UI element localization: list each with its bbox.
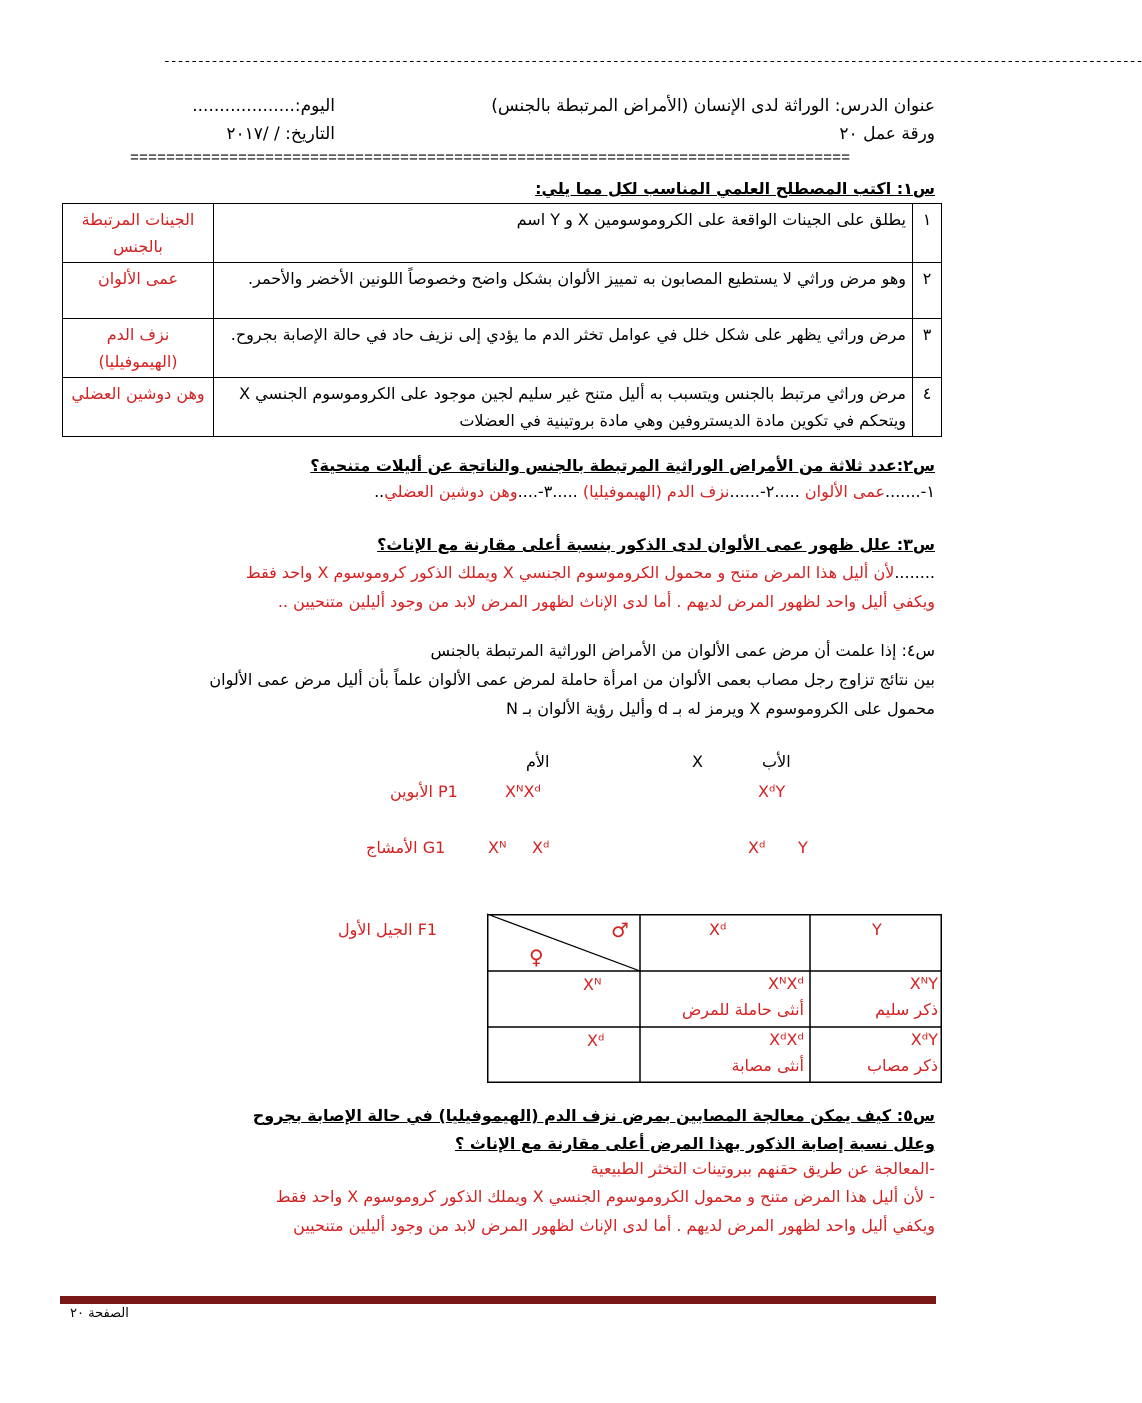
- table-row: [63, 204, 942, 263]
- q2-answer-1: عمى الألوان: [804, 482, 886, 501]
- offspring-phenotype: أنثى مصابة: [731, 1056, 804, 1075]
- top-dashed-line: ------------------------------------------------------------------------------------------------------------------------------------------------: [163, 54, 1142, 69]
- g1-mother-gamete-1: Xᴺ: [488, 838, 507, 857]
- table-row: [63, 319, 942, 378]
- q4-line1: س٤: إذا علمت أن مرض عمى الألوان من الأمراض الوراثية المرتبطة بالجنس: [430, 641, 935, 660]
- row-definition: مرض وراثي مرتبط بالجنس ويتسبب به أليل متنح غير سليم لجين موجود على الكروموسوم الجنسي X ويتحكم في تكوين مادة الديستروفين وهي مادة بروتينية في العضلات: [214, 378, 913, 437]
- row-number: ٣: [913, 319, 942, 378]
- col-header-2: Y: [872, 920, 882, 939]
- q3-answer-line1: [246, 563, 935, 582]
- cross-symbol: X: [692, 752, 703, 771]
- q3-dots: ........: [894, 563, 935, 582]
- q5-title-line2: وعلل نسبة إصابة الذكور بهذا المرض أعلى مقارنة مع الإناث ؟: [455, 1134, 935, 1153]
- offspring-genotype: XᴺXᵈ: [768, 974, 804, 993]
- date-field: التاريخ: / /٢٠١٧: [226, 124, 335, 144]
- q4-line3: محمول على الكروموسوم X ويرمز له بـ d وأليل رؤية الألوان بـ N: [506, 699, 935, 718]
- row-header-2: Xᵈ: [587, 1031, 605, 1050]
- q1-title: س١: اكتب المصطلح العلمي المناسب لكل مما يلي:: [535, 179, 935, 198]
- q5-answer-2: - لأن أليل هذا المرض متنح و محمول الكروموسوم الجنسي X ويملك الذكور كروموسوم X واحد فقط: [275, 1187, 935, 1206]
- q2-answer-2: نزف الدم (الهيموفيليا): [582, 482, 730, 501]
- day-field: اليوم:...................: [192, 96, 335, 116]
- offspring-genotype: XᵈXᵈ: [769, 1030, 804, 1049]
- q5-answer-3: ويكفي أليل واحد لظهور المرض لديهم . أما لدى الإناث لظهور المرض لابد من وجود أليلين متنحيين: [293, 1216, 935, 1235]
- table-row: [63, 378, 942, 437]
- q3-title: س٣: علل ظهور عمى الألوان لدى الذكور بنسبة أعلى مقارنة مع الإناث؟: [377, 535, 935, 554]
- g1-label: الأمشاج G1: [366, 838, 446, 857]
- q2-answers: [374, 482, 935, 501]
- page-number: الصفحة ٢٠: [70, 1306, 129, 1321]
- f1-label: الجيل الأول F1: [338, 920, 438, 939]
- q2-prefix-2: .....٢-......: [729, 482, 805, 501]
- g1-father-gamete-2: Y: [798, 838, 808, 857]
- offspring-phenotype: ذكر مصاب: [866, 1056, 938, 1075]
- col-header-1: Xᵈ: [709, 920, 727, 939]
- footer-bar: [60, 1296, 936, 1304]
- offspring-phenotype: أنثى حاملة للمرض: [681, 1000, 804, 1019]
- offspring-phenotype: ذكر سليم: [875, 1000, 938, 1019]
- offspring-genotype: XᵈY: [910, 1030, 938, 1049]
- q2-title: س٢:عدد ثلاثة من الأمراض الوراثية المرتبطة بالجنس والناتجة عن أليلات متنحية؟: [310, 456, 935, 475]
- lesson-title: عنوان الدرس: الوراثة لدى الإنسان (الأمراض المرتبطة بالجنس): [491, 96, 935, 116]
- q5-answer-1: -المعالجة عن طريق حقنهم ببروتينات التخثر الطبيعية: [590, 1159, 935, 1178]
- g1-father-gamete-1: Xᵈ: [748, 838, 766, 857]
- p1-father-genotype: XᵈY: [758, 782, 786, 801]
- row-definition: مرض وراثي يظهر على شكل خلل في عوامل تخثر الدم ما يؤدي إلى نزيف حاد في حالة الإصابة بجروح.: [214, 319, 913, 378]
- offspring-genotype: XᴺY: [909, 974, 938, 993]
- table-row: [63, 263, 942, 319]
- terms-table: [62, 203, 942, 437]
- row-answer: نزف الدم (الهيموفيليا): [63, 319, 214, 378]
- p1-label: الأبوين P1: [390, 782, 458, 801]
- father-label: الأب: [762, 752, 791, 771]
- q5-title-line1: س٥: كيف يمكن معالجة المصابين بمرض نزف الدم (الهيموفيليا) في حالة الإصابة بجروح: [252, 1106, 935, 1125]
- p1-mother-genotype: XᴺXᵈ: [505, 782, 541, 801]
- g1-mother-gamete-2: Xᵈ: [532, 838, 550, 857]
- worksheet-number: ورقة عمل ٢٠: [839, 124, 935, 144]
- row-definition: وهو مرض وراثي لا يستطيع المصابون به تمييز الألوان بشكل واضح وخصوصاً اللونين الأخضر والأحمر.: [214, 263, 913, 319]
- female-symbol: ♀: [529, 945, 544, 969]
- row-number: ١: [913, 204, 942, 263]
- mother-label: الأم: [526, 752, 550, 771]
- row-number: ٤: [913, 378, 942, 437]
- q2-prefix-1: ١-.......: [885, 482, 935, 501]
- punnett-square: [487, 914, 942, 1083]
- q2-prefix-3: .....٣-....: [517, 482, 583, 501]
- q4-line2: بين نتائج تزاوج رجل مصاب بعمى الألوان من امرأة حاملة لمرض عمى الألوان علماً بأن أليل مرض عمى الألوان: [209, 670, 935, 689]
- q3-answer-text-1: لأن أليل هذا المرض متنح و محمول الكروموسوم الجنسي X ويملك الذكور كروموسوم X واحد فقط: [245, 563, 895, 582]
- q3-answer-line2: ويكفي أليل واحد لظهور المرض لديهم . أما لدى الإناث لظهور المرض لابد من وجود أليلين متنحيين ..: [277, 592, 935, 611]
- male-symbol: ♂: [611, 918, 629, 942]
- header-separator: ================================================================================: [130, 150, 851, 167]
- row-answer: عمى الألوان: [63, 263, 214, 319]
- q2-answer-3: وهن دوشين العضلي: [384, 482, 518, 501]
- row-header-1: Xᴺ: [583, 975, 602, 994]
- row-definition: يطلق على الجينات الواقعة على الكروموسومين X و Y اسم: [214, 204, 913, 263]
- row-answer: وهن دوشين العضلي: [63, 378, 214, 437]
- row-number: ٢: [913, 263, 942, 319]
- q2-suffix: ..: [374, 482, 385, 501]
- row-answer: الجينات المرتبطة بالجنس: [63, 204, 214, 263]
